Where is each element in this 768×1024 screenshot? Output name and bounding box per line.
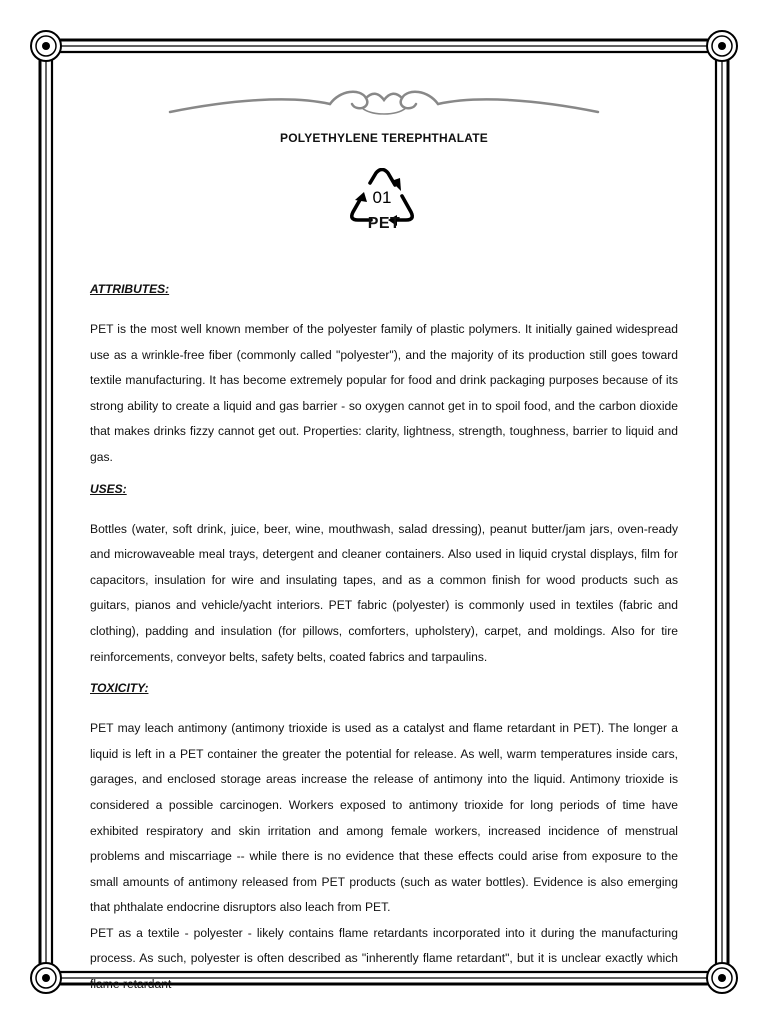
- toxicity-text-continued: PET as a textile - polyester - likely contains flame retardants incorporated into it during the manufacturing process. As such, polyester is often described as "inherently flame retardant", but it is unclear exactly which flame retardant: [90, 925, 678, 992]
- corner-ornament-top-right-icon: [707, 31, 737, 61]
- corner-ornament-bottom-left-icon: [31, 963, 61, 993]
- toxicity-heading: TOXICITY:: [90, 681, 149, 696]
- attributes-text: PET is the most well known member of the polyester family of plastic polymers. It initially gained widespread use as a wrinkle-free fiber (commonly called "polyester"), and the majority of its production still goes toward textile manufacturing. It has become extremely popular for food and drink packaging purposes because of its strong ability to create a liquid and gas barrier - so oxygen cannot get in to spoil food, and the carbon dioxide that makes drinks fizzy cannot get out. Properties: clarity, lightness, strength, toughness, barrier to liquid and gas.: [90, 322, 678, 464]
- header-flourish-icon: [170, 92, 598, 114]
- corner-ornament-top-left-icon: [31, 31, 61, 61]
- uses-text: Bottles (water, soft drink, juice, beer, wine, mouthwash, salad dressing), peanut butter/jam jars, oven-ready and microwaveable meal trays, detergent and cleaner containers. Also used in liquid crystal displays, film for capacitors, insulation for wire and insulating tapes, and as a common finish for wood products such as guitars, pianos and vehicle/yacht interiors. PET fabric (polyester) is commonly used in textiles (fabric and clothing), padding and insulation (for pillows, comforters, upholstery), carpet, and moldings. Also for tire reinforcements, conveyor belts, safety belts, coated fabrics and tarpaulins.: [90, 521, 678, 664]
- attributes-heading: ATTRIBUTES:: [90, 282, 170, 296]
- uses-heading: USES:: [90, 481, 127, 496]
- document-body: [90, 278, 678, 998]
- corner-ornament-bottom-right-icon: [707, 963, 737, 993]
- recycling-code: 01: [372, 188, 392, 207]
- recycling-label: PET: [367, 215, 401, 232]
- document-title: POLYETHYLENE TEREPHTHALATE: [280, 131, 488, 145]
- toxicity-text: PET may leach antimony (antimony trioxide is used as a catalyst and flame retardant in PET). The longer a liquid is left in a PET container the greater the potential for release. As well, warm temperatures inside cars, garages, and enclosed storage areas increase the release of antimony into the liquid. Antimony trioxide is considered a possible carcinogen. Workers exposed to antimony trioxide for long periods of time have exhibited respiratory and skin irritation and among female workers, increased incidence of menstrual problems and miscarriage -- while there is no evidence that these effects could arise from exposure to the small amounts of antimony released from PET products (such as water bottles). Evidence is also emerging that phthalate endocrine disruptors also leach from PET.: [90, 721, 678, 915]
